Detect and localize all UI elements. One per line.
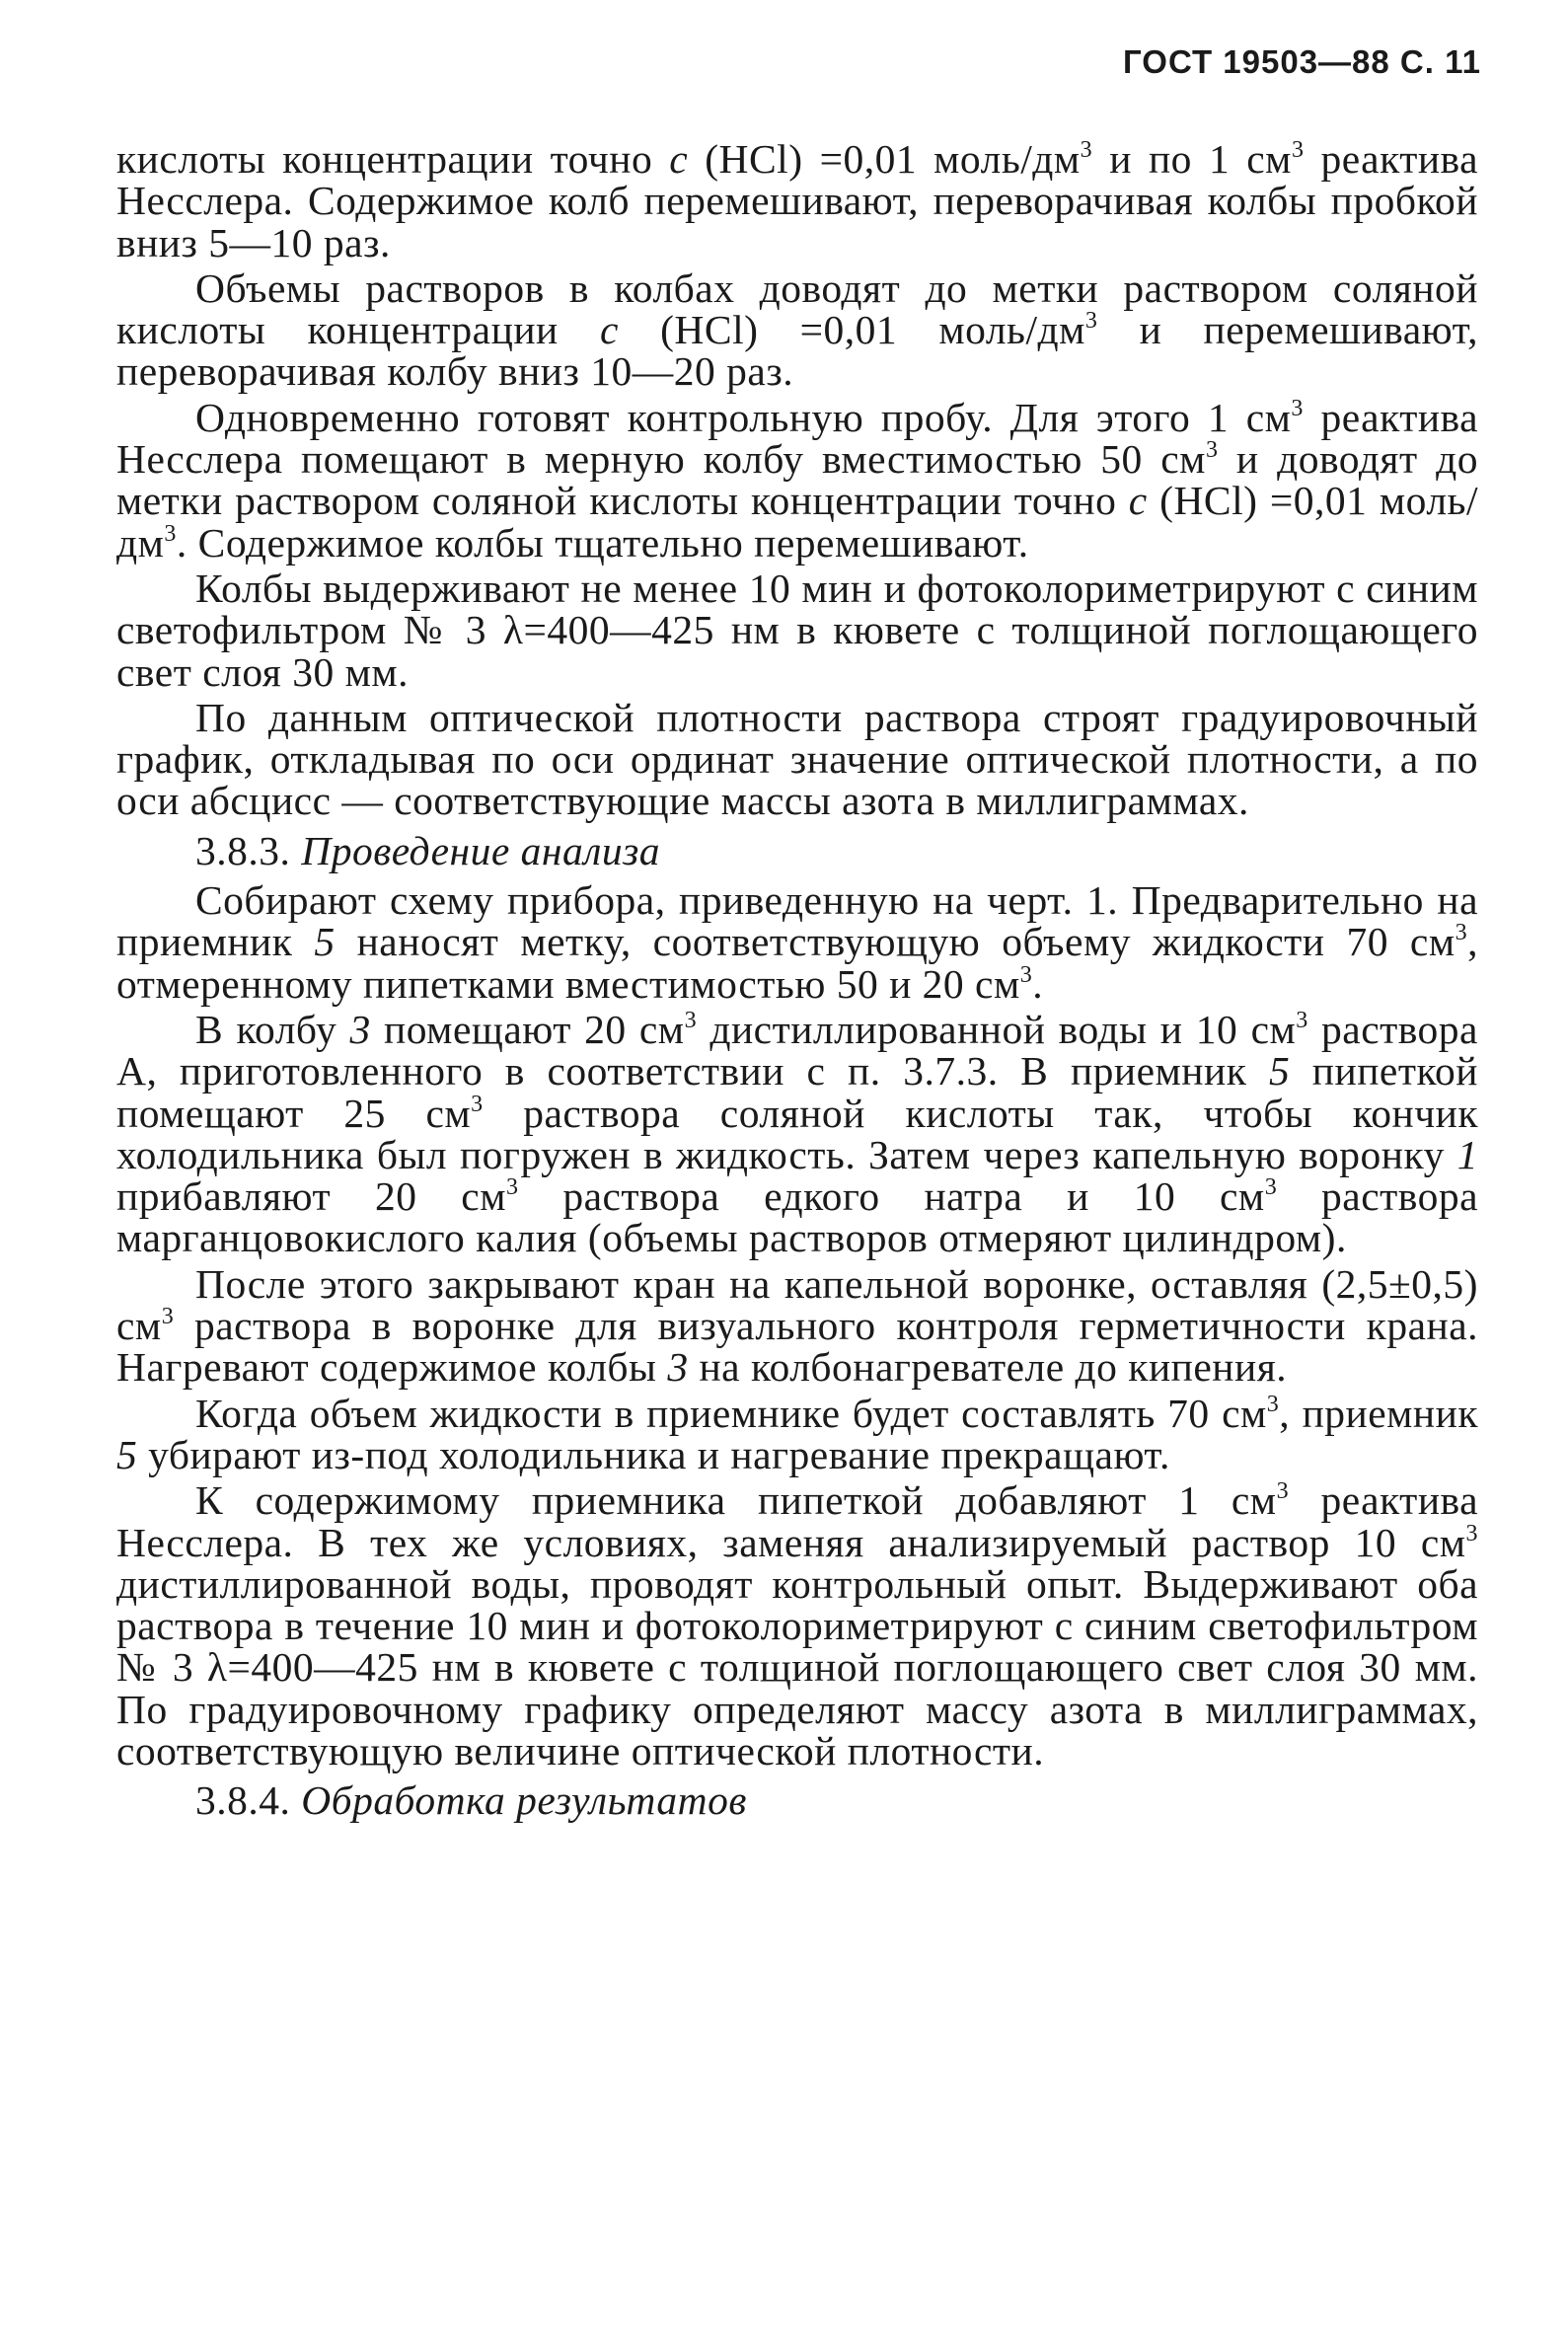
paragraph: Объемы растворов в колбах доводят до метки раствором соляной кислоты концентрации c (HCl) =0,01 моль/$дм^3$ и перемешивают, переворачивая колбу вниз 10—20 раз. xyxy=(116,264,1478,395)
paragraph: По данным оптической плотности раствора строят градуировочный график, откладывая по оси ординат значение оптической плотности, а по оси абсцисс — соответствующие массы азота в миллиграммах. xyxy=(116,694,1478,824)
paragraph: Когда объем жидкости в приемнике будет составлять 70 $см^3$, приемник 5 убирают из-под холодильника и нагревание прекращают. xyxy=(116,1390,1479,1477)
section-number: 3.8.3. xyxy=(195,827,291,873)
section-title: Проведение анализа xyxy=(301,827,661,873)
paragraph: Одновременно готовят контрольную пробу. Для этого 1 $см^3$ реактива Несслера помещают в мерную колбу вместимостью 50 $см^3$ и доводят до метки раствором соляной кислоты концентрации точно c (HCl) =0,01 моль/$дм^3$. Содержимое колбы тщательно перемешивают. xyxy=(116,394,1479,566)
paragraph: Колбы выдерживают не менее 10 мин и фотоколориметрируют с синим светофильтром № 3 λ=400—425 нм в кювете с толщиной поглощающего свет слоя 30 мм. xyxy=(116,565,1478,695)
section-number: 3.8.4. xyxy=(195,1777,291,1824)
paragraph: В колбу 3 помещают 20 $см^3$ дистиллированной воды и 10 $см^3$ раствора А, приготовленного в соответствии с п. 3.7.3. В приемник 5 пипеткой помещают 25 $см^3$ раствора соляной кислоты так, чтобы кончик холодильника был погружен в жидкость. Затем через капельную воронку 1 прибавляют 20 $см^3$ раствора едкого натра и 10 $см^3$ раствора марганцовокислого калия (объемы растворов отмеряют цилиндром). xyxy=(116,1006,1478,1261)
section-title: Обработка результатов xyxy=(301,1777,747,1824)
paragraph: После этого закрывают кран на капельной воронке, оставляя (2,5±0,5) $см^3$ раствора в воронке для визуального контроля герметичности крана. Нагревают содержимое колбы 3 на колбонагревателе до кипения. xyxy=(116,1260,1478,1391)
section-heading xyxy=(116,827,1478,873)
section-heading xyxy=(116,1777,1478,1824)
paragraph: К содержимому приемника пипеткой добавляют 1 $см^3$ реактива Несслера. В тех же условиях, заменяя анализируемый раствор 10 $см^3$ дистиллированной воды, проводят контрольный опыт. Выдерживают оба раствора в течение 10 мин и фотоколориметрируют с синим светофильтром № 3 λ=400—425 нм в кювете с толщиной поглощающего свет слоя 30 мм. По градуировочному графику определяют массу азота в миллиграммах, соответствующую величине оптической плотности. xyxy=(116,1477,1478,1773)
page-header: ГОСТ 19503—88 С. 11 xyxy=(1123,43,1481,80)
paragraph: Собирают схему прибора, приведенную на черт. 1. Предварительно на приемник 5 наносят метку, соответствующую объему жидкости 70 $см^3$, отмеренному пипетками вместимостью 50 и 20 $см^3$. xyxy=(116,877,1478,1007)
document-body xyxy=(116,138,1478,1830)
paragraph: кислоты концентрации точно c (HCl) =0,01 моль/$дм^3$ и по 1 $см^3$ реактива Несслера. Содержимое колб перемешивают, переворачивая колбы пробкой вниз 5—10 раз. xyxy=(116,136,1479,265)
